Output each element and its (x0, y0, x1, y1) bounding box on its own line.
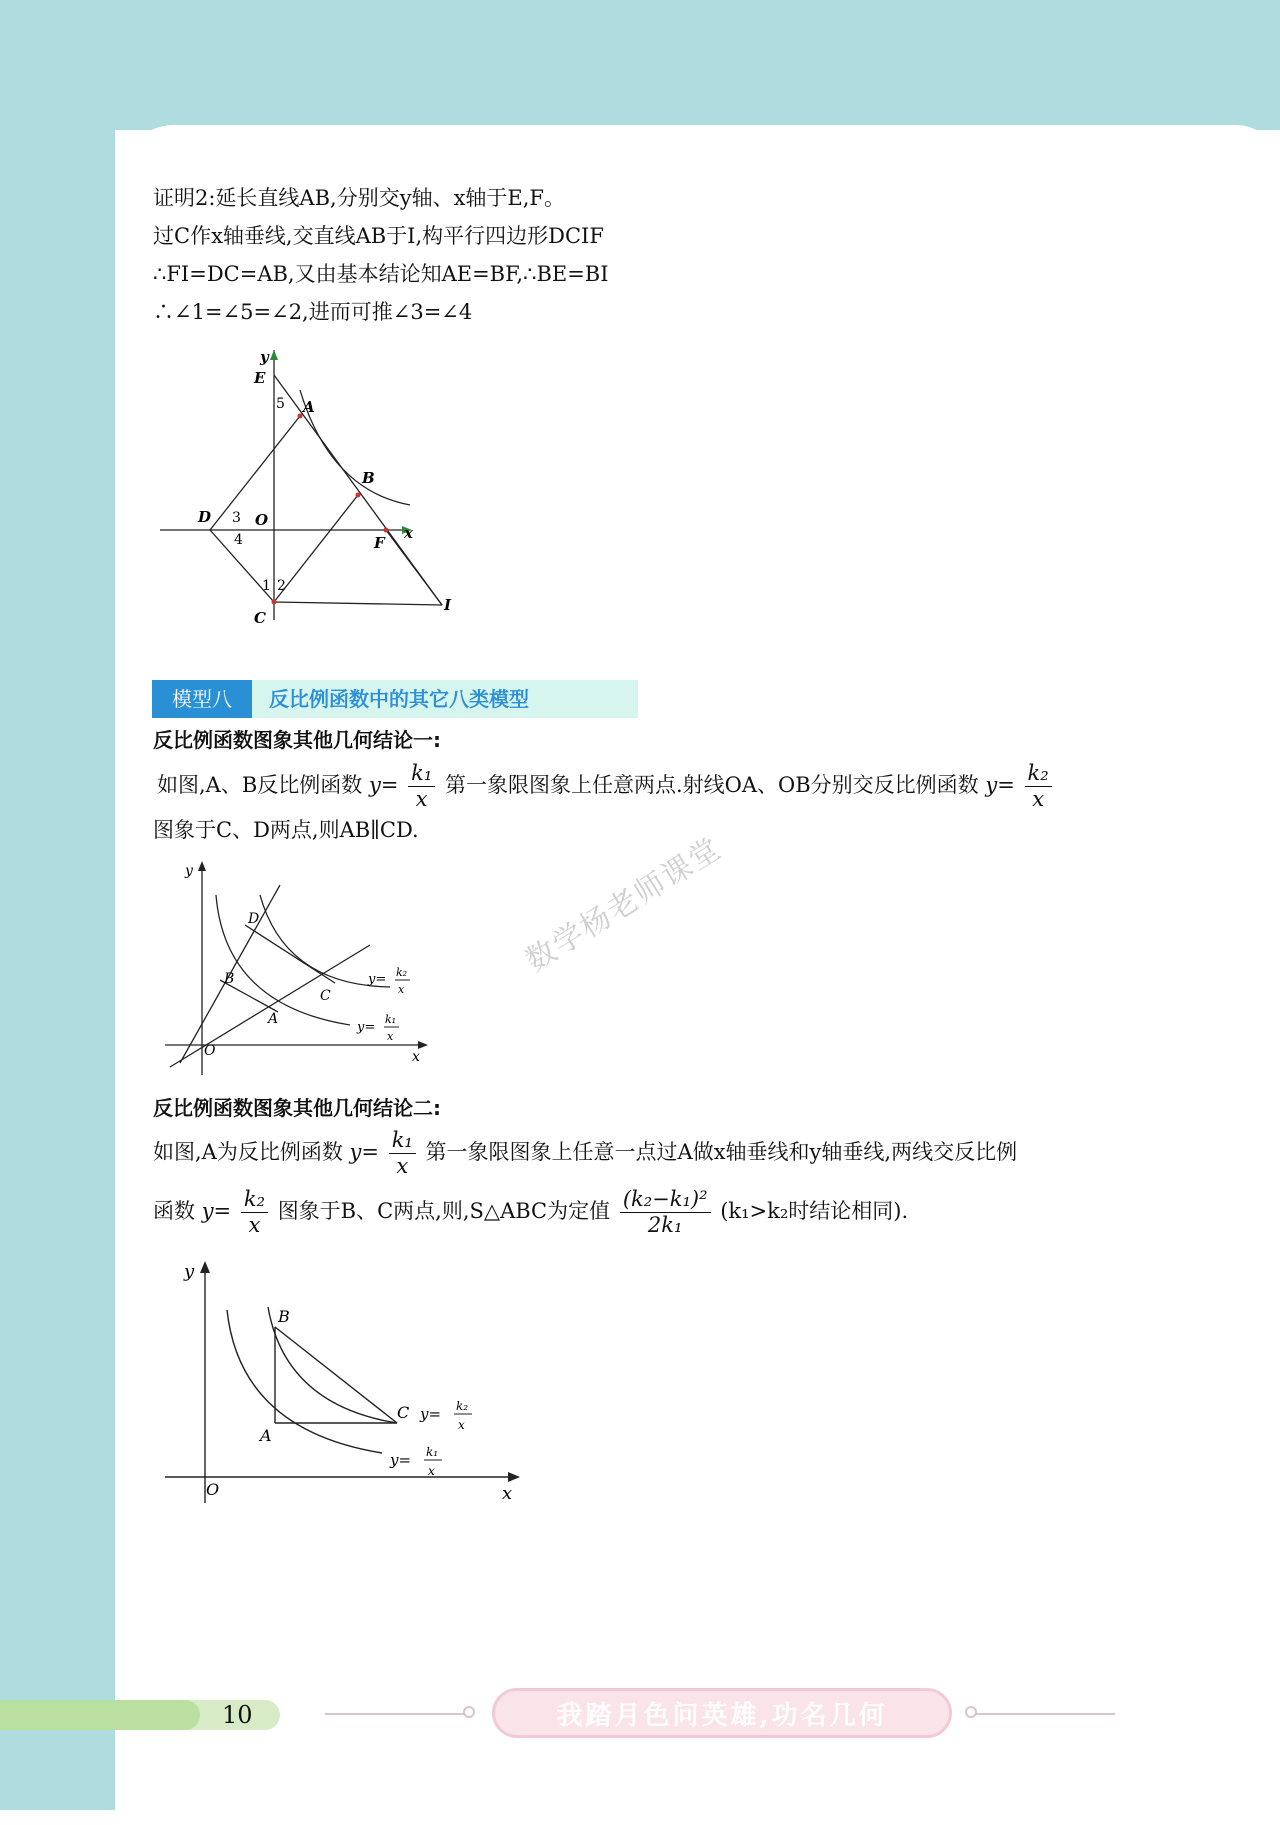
conclusion1-heading: 反比例函数图象其他几何结论一: (153, 728, 441, 752)
background-top-band (0, 0, 1280, 130)
conclusion1-text-b: 第一象限图象上任意两点.射线OA、OB分别交反比例函数 (444, 773, 979, 797)
section-tag: 模型八 (152, 680, 252, 718)
fig3-eq-k2-num: k₂ (456, 1399, 469, 1413)
fig3-eq-k1-y: y= (390, 1451, 412, 1469)
fig3-label-o: O (206, 1480, 220, 1499)
conclusion2-y-eq: y= (349, 1140, 379, 1164)
fig3-eq-k2-den: x (458, 1418, 465, 1432)
figure-parallelogram-dcif (150, 340, 470, 630)
conclusion2-text-c: 函数 (153, 1199, 195, 1223)
conclusion2-fraction-area (620, 1189, 711, 1236)
footer-dot-right (965, 1706, 977, 1718)
fig1-point-b (356, 493, 361, 498)
fig1-label-5: 5 (276, 396, 285, 412)
fig2-eq-k1-den: x (387, 1030, 394, 1043)
conclusion2-text-line2 (153, 1186, 908, 1236)
proof-line-2: 过C作x轴垂线,交直线AB于I,构平行四边形DCIF (153, 224, 604, 248)
fig3-label-c: C (397, 1403, 410, 1422)
conclusion2-fraction-k1 (389, 1130, 416, 1177)
fig1-label-2: 2 (277, 578, 286, 594)
conclusion2-heading: 反比例函数图象其他几何结论二: (153, 1096, 441, 1120)
conclusion2-frac2-den: x (248, 1213, 261, 1237)
figure-triangle-abc (160, 1255, 530, 1515)
conclusion2-frac2-num: k₂ (241, 1189, 268, 1213)
fig2-label-b: B (224, 971, 235, 987)
conclusion1-y-eq-2: y= (985, 773, 1015, 797)
fig3-eq-k2-y: y= (420, 1405, 442, 1423)
fig1-label-c: C (254, 609, 266, 627)
fig2-label-x: x (412, 1049, 420, 1065)
fig2-label-y: y (185, 863, 193, 879)
fig2-label-c: C (320, 988, 331, 1004)
conclusion1-fraction-k2 (1025, 763, 1052, 810)
conclusion2-frac1-num: k₁ (389, 1130, 416, 1154)
conclusion1-frac2-num: k₂ (1025, 763, 1052, 787)
fig2-hyperbola-k1 (216, 895, 350, 1025)
fig2-label-a: A (268, 1011, 279, 1027)
fig2-label-o: O (204, 1043, 216, 1059)
fig3-line-bc (275, 1327, 397, 1423)
fig1-label-x: x (404, 524, 413, 542)
footer-dot-left (463, 1706, 475, 1718)
conclusion1-fraction-k1 (408, 763, 435, 810)
conclusion2-fraction-k2 (241, 1189, 268, 1236)
section-title: 反比例函数中的其它八类模型 (247, 680, 638, 718)
conclusion2-frac1-den: x (396, 1154, 409, 1178)
fig1-line-if (386, 530, 442, 605)
conclusion1-text-c: 图象于C、D两点,则AB∥CD. (153, 818, 419, 842)
fig2-label-d: D (248, 911, 260, 927)
fig1-label-y: y (260, 348, 269, 366)
figure-two-hyperbolas-rays (160, 855, 450, 1080)
fig1-label-i: I (444, 596, 452, 614)
fig1-label-4: 4 (234, 532, 243, 548)
conclusion2-y-eq-2: y= (201, 1199, 232, 1223)
background-left-band (0, 0, 115, 1810)
proof-line-1: 证明2:延长直线AB,分别交y轴、x轴于E,F。 (153, 186, 565, 210)
conclusion1-text-line1 (157, 760, 1055, 810)
fig1-label-b: B (362, 469, 375, 487)
conclusion2-text-b: 第一象限图象上任意一点过A做x轴垂线和y轴垂线,两线交反比例 (425, 1140, 1018, 1164)
fig1-hyperbola (300, 390, 410, 505)
conclusion2-text-a: 如图,A为反比例函数 (153, 1140, 343, 1164)
conclusion1-frac1-den: x (415, 787, 428, 811)
fig3-eq-k1-num: k₁ (426, 1445, 439, 1459)
fig3-label-b: B (278, 1307, 290, 1326)
fig2-eq-k1-y: y= (357, 1020, 376, 1035)
footer-line-right (975, 1713, 1115, 1715)
fig2-eq-k2-y: y= (368, 972, 387, 987)
fig2-ray-oa (170, 945, 370, 1067)
conclusion2-frac3-num: (k₂−k₁)² (620, 1189, 711, 1213)
fig1-line-ci (274, 602, 442, 605)
fig2-eq-k2-num: k₂ (396, 966, 408, 979)
fig3-label-a: A (260, 1426, 272, 1445)
fig2-eq-k2-den: x (398, 983, 405, 996)
fig1-label-1: 1 (262, 578, 271, 594)
conclusion1-y-eq: y= (368, 773, 399, 797)
fig1-line-cb (274, 495, 358, 602)
footer-bar-dark (0, 1700, 200, 1730)
fig1-label-f: F (374, 534, 385, 552)
conclusion2-text-line1 (153, 1127, 1017, 1177)
conclusion2-text-e: (k₁>k₂时结论相同). (720, 1199, 909, 1223)
fig1-label-o: O (255, 511, 269, 529)
footer-slogan: 我踏月色问英雄,功名几何 (492, 1688, 952, 1738)
conclusion1-frac1-num: k₁ (408, 763, 435, 787)
fig1-label-e: E (254, 369, 266, 387)
page-number: 10 (222, 1701, 253, 1729)
fig1-point-f (384, 528, 389, 533)
fig2-line-dc (245, 925, 335, 983)
fig1-point-c (272, 600, 277, 605)
fig3-label-x: x (502, 1483, 513, 1504)
fig1-label-a: A (303, 398, 315, 416)
watermark: 数学杨老师课堂 (519, 830, 729, 980)
footer-line-left (325, 1713, 465, 1715)
fig1-label-3: 3 (232, 510, 241, 526)
section-banner (152, 680, 638, 718)
fig3-label-y: y (184, 1261, 195, 1282)
fig1-label-d: D (198, 508, 212, 526)
proof-line-3: ∴FI=DC=AB,又由基本结论知AE=BF,∴BE=BI (153, 262, 609, 286)
conclusion1-frac2-den: x (1032, 787, 1045, 811)
conclusion1-text-a: 如图,A、B反比例函数 (157, 773, 363, 797)
conclusion2-text-d: 图象于B、C两点,则,S△ABC为定值 (277, 1199, 611, 1223)
fig3-eq-k1-den: x (428, 1464, 435, 1478)
fig2-eq-k1-num: k₁ (385, 1013, 397, 1026)
conclusion2-frac3-den: 2k₁ (647, 1213, 683, 1237)
proof-line-4: ∴∠1=∠5=∠2,进而可推∠3=∠4 (153, 300, 473, 324)
fig1-point-a (298, 414, 303, 419)
